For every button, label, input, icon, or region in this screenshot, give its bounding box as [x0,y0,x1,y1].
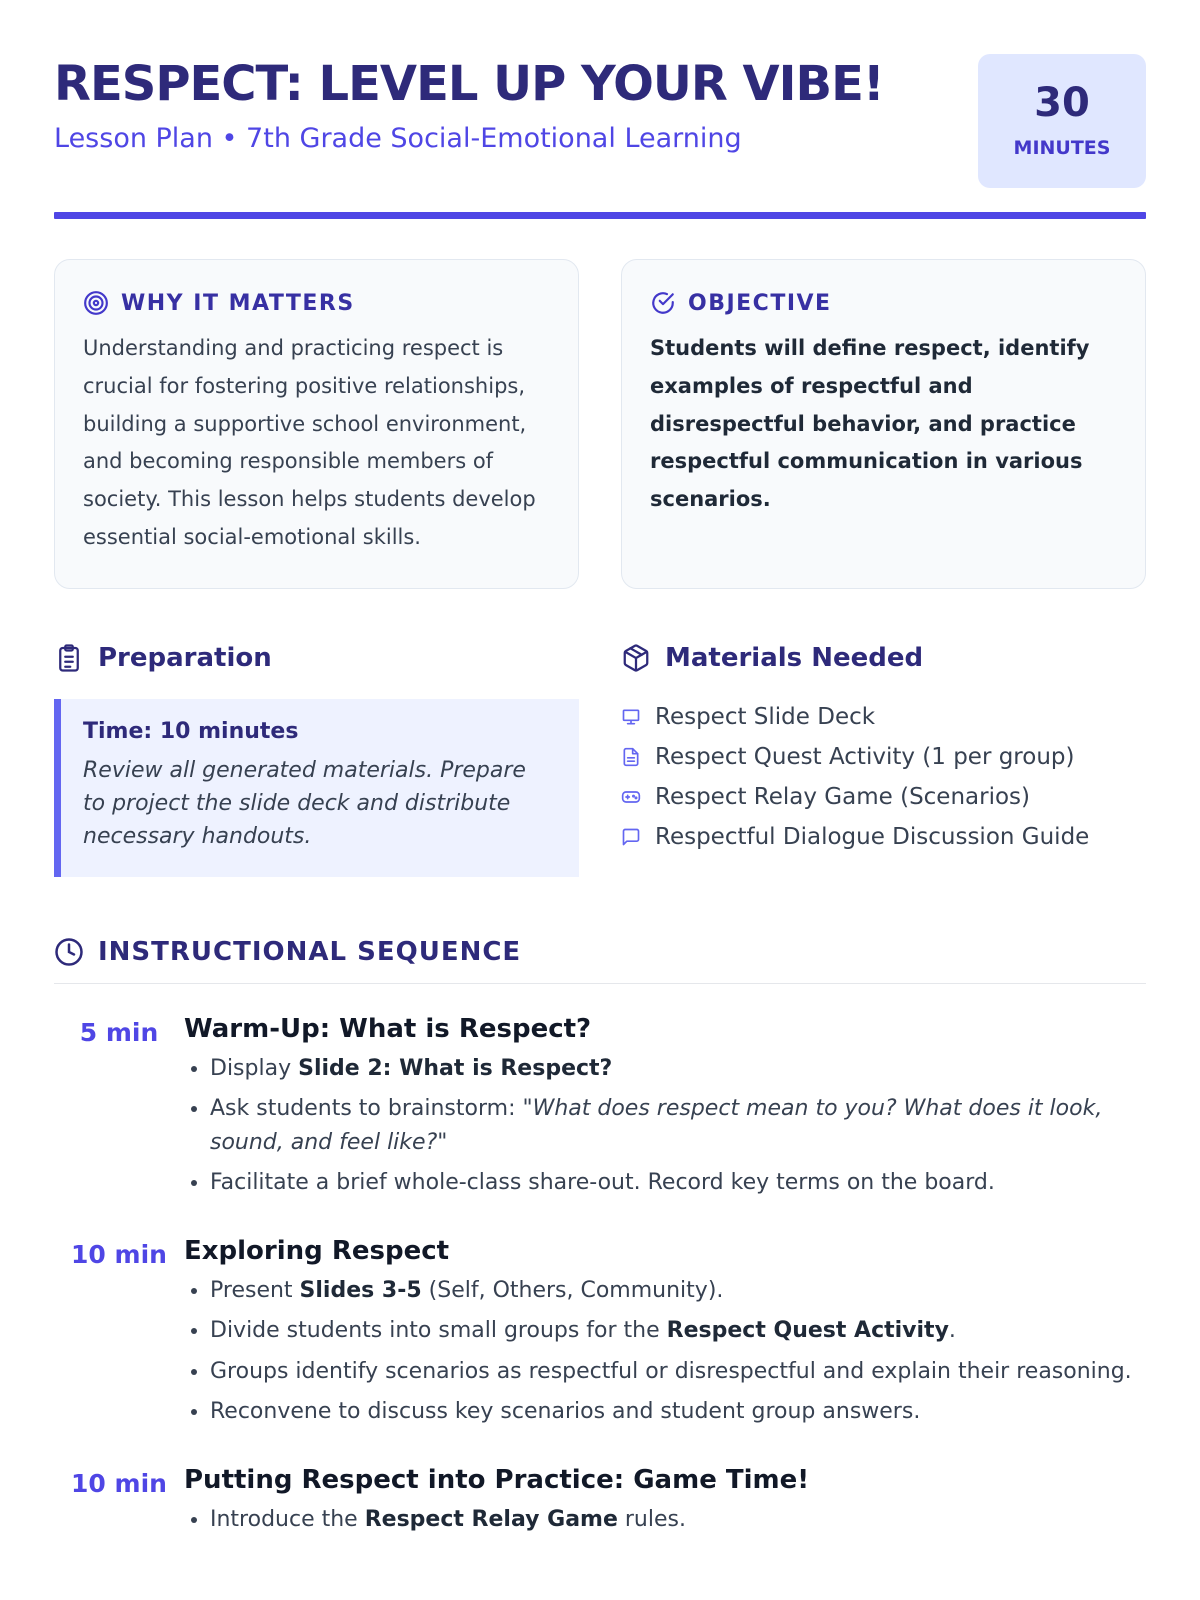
material-text: Respect Relay Game (Scenarios) [655,784,1031,810]
header-text [54,54,884,154]
objective-text: Students will define respect, identify examples of respectful and disrespectful behavior, and practice respectful communication in various scenarios. [650,336,1090,512]
clipboard-icon [54,643,84,673]
check-circle-icon [650,290,676,316]
why-it-matters-card [54,259,579,589]
step-bullet: • Present Slides 3-5 (Self, Others, Community). [210,1274,1146,1308]
why-it-matters-label: WHY IT MATTERS [121,290,355,316]
header [54,54,1146,188]
presentation-icon [621,707,641,727]
header-divider [54,212,1146,219]
step-time: 10 min [71,1468,167,1498]
step-bullets [184,1503,1146,1537]
materials-section [621,643,1146,877]
objective-card [621,259,1146,589]
step-body [184,1014,1146,1206]
material-text: Respect Quest Activity (1 per group) [655,744,1075,770]
chat-icon [621,827,641,847]
step-time: 5 min [79,1018,159,1047]
why-it-matters-text: Understanding and practicing respect is crucial for fostering positive relationships, building a supportive school environment, and becoming responsible members of society. This lesson helps students develop essential social-emotional skills. [83,336,536,549]
material-item [621,817,1146,857]
sequence-header [54,937,1146,984]
material-item [621,697,1146,737]
page-title: RESPECT: LEVEL UP YOUR VIBE! [54,56,884,112]
page-subtitle: Lesson Plan • 7th Grade Social-Emotional Learning [54,122,742,154]
duration-value: 30 [1034,80,1090,126]
step-time: 10 min [71,1240,167,1270]
sequence-step [54,1014,1146,1206]
step-bullet: • Introduce the Respect Relay Game rules. [210,1503,1146,1537]
why-it-matters-header [83,290,550,316]
box-icon [621,643,651,673]
step-bullet: • Divide students into small groups for the Respect Quest Activity. [210,1314,1146,1348]
overview-cards [54,259,1146,589]
step-bullets [184,1052,1146,1200]
target-icon [83,290,109,316]
materials-header [621,643,1146,673]
objective-label: OBJECTIVE [688,290,832,316]
preparation-box [54,699,579,877]
preparation-header [54,643,579,673]
step-title: Exploring Respect [184,1236,450,1267]
step-bullet: • Ask students to brainstorm: "What does respect mean to you? What does it look, sound, and feel like?" [210,1092,1146,1160]
duration-badge [978,54,1146,188]
gamepad-icon [621,787,641,807]
material-item [621,737,1146,777]
preparation-time: Time: 10 minutes [83,719,299,744]
clock-icon [54,937,84,967]
duration-unit: MINUTES [1013,137,1111,159]
step-body [184,1465,1146,1543]
materials-list [621,697,1146,857]
materials-label: Materials Needed [665,643,924,673]
material-text: Respect Slide Deck [655,704,876,730]
material-item [621,777,1146,817]
step-title: Putting Respect into Practice: Game Time! [184,1464,810,1495]
step-bullet: • Groups identify scenarios as respectful or disrespectful and explain their reasoning. [210,1355,1146,1389]
step-bullet: • Reconvene to discuss key scenarios and student group answers. [210,1395,1146,1429]
sequence-label: INSTRUCTIONAL SEQUENCE [98,937,522,967]
preparation-label: Preparation [98,643,272,673]
step-bullet: • Display Slide 2: What is Respect? [210,1052,1146,1086]
step-title: Warm-Up: What is Respect? [184,1014,592,1044]
step-bullets [184,1274,1146,1428]
objective-header [650,290,1117,316]
preparation-text: Review all generated materials. Prepare to project the slide deck and distribute necessary handouts. [83,758,526,849]
prep-materials-row [54,643,1146,877]
material-text: Respectful Dialogue Discussion Guide [655,824,1090,850]
step-bullet: • Facilitate a brief whole-class share-out. Record key terms on the board. [210,1166,1146,1200]
sequence-step [54,1236,1146,1434]
sequence-step [54,1465,1146,1543]
step-body [184,1236,1146,1434]
preparation-section [54,643,579,877]
document-icon [621,747,641,767]
